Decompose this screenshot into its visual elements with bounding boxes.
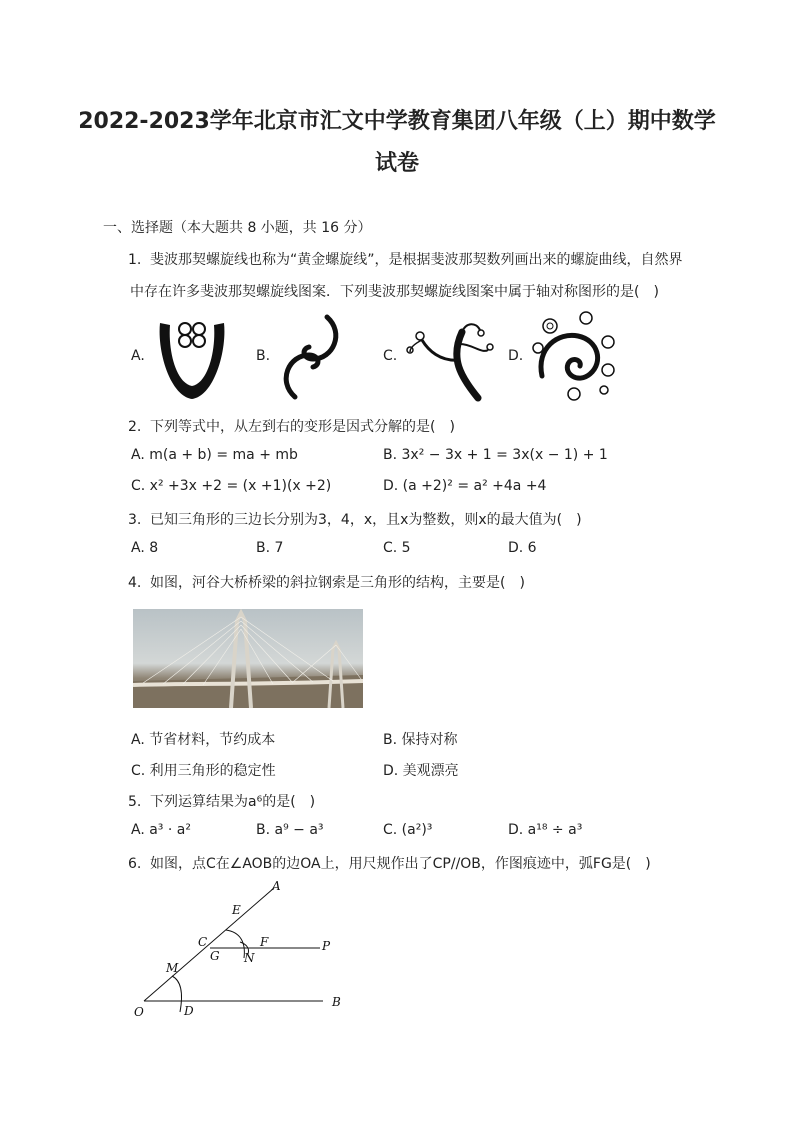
angle-construction-figure — [128, 876, 358, 1024]
section-heading: 一、选择题（本大题共 8 小题，共 16 分） — [103, 220, 372, 236]
option-a-label: A. — [131, 348, 145, 364]
spiral-cluster-figure — [528, 308, 618, 404]
q4-option-b: B. 保持对称 — [383, 732, 458, 748]
question-4 — [128, 572, 525, 592]
q4-option-d: D. 美观漂亮 — [383, 763, 459, 779]
question-number: 6. — [128, 856, 142, 872]
label-M: M — [166, 961, 179, 975]
question-1 — [128, 249, 683, 269]
question-number: 5. — [128, 794, 142, 810]
question-1-line2: 中存在许多斐波那契螺旋线图案．下列斐波那契螺旋线图案中属于轴对称图形的是( ) — [130, 284, 659, 300]
question-number: 1. — [128, 252, 142, 268]
option-b-label: B. — [256, 348, 271, 364]
label-F: F — [260, 935, 269, 949]
double-spiral-figure — [275, 313, 347, 401]
q3-option-d: D. 6 — [508, 540, 537, 556]
question-number: 4. — [128, 575, 142, 591]
question-text: 下列运算结果为a⁶的是( ) — [150, 794, 316, 810]
q5-option-a: A. a³ · a² — [131, 822, 191, 838]
label-O: O — [134, 1005, 144, 1019]
label-D: D — [184, 1004, 194, 1018]
bridge-photo — [133, 609, 363, 708]
question-6 — [128, 853, 651, 873]
option-d-label: D. — [508, 348, 524, 364]
label-A: A — [272, 879, 281, 893]
q3-option-b: B. 7 — [256, 540, 284, 556]
question-text: 已知三角形的三边长分别为3，4，x，且x为整数，则x的最大值为( ) — [150, 512, 582, 528]
q4-option-a: A. 节省材料，节约成本 — [131, 732, 276, 748]
q5-option-c: C. (a²)³ — [383, 822, 433, 838]
q3-option-c: C. 5 — [383, 540, 411, 556]
question-text: 如图，河谷大桥桥梁的斜拉钢索是三角形的结构，主要是( ) — [150, 575, 525, 591]
question-2 — [128, 416, 455, 436]
question-number: 2. — [128, 419, 142, 435]
branching-spiral-figure — [400, 310, 496, 402]
option-c-label: C. — [383, 348, 398, 364]
label-E: E — [232, 903, 241, 917]
question-5 — [128, 791, 315, 811]
label-G: G — [210, 949, 220, 963]
q2-option-b: B. 3x² − 3x + 1 = 3x(x − 1) + 1 — [383, 447, 608, 463]
q2-option-a: A. m(a + b) = ma + mb — [131, 447, 298, 463]
exam-title-line1: 2022-2023学年北京市汇文中学教育集团八年级（上）期中数学 — [78, 109, 716, 134]
question-number: 3. — [128, 512, 142, 528]
label-N: N — [244, 951, 255, 965]
q3-option-a: A. 8 — [131, 540, 159, 556]
exam-title-line2: 试卷 — [374, 151, 419, 176]
label-P: P — [322, 939, 331, 953]
q5-option-d: D. a¹⁸ ÷ a³ — [508, 822, 583, 838]
question-text: 如图，点C在∠AOB的边OA上，用尺规作出了CP//OB，作图痕迹中，弧FG是( ) — [150, 856, 651, 872]
question-text: 下列等式中，从左到右的变形是因式分解的是( ) — [150, 419, 455, 435]
q4-option-c: C. 利用三角形的稳定性 — [131, 763, 276, 779]
q2-option-d: D. (a +2)² = a² +4a +4 — [383, 478, 547, 494]
q5-option-b: B. a⁹ − a³ — [256, 822, 324, 838]
question-3 — [128, 509, 582, 529]
question-text: 斐波那契螺旋线也称为“黄金螺旋线”，是根据斐波那契数列画出来的螺旋曲线，自然界 — [150, 252, 683, 268]
q2-option-c: C. x² +3x +2 = (x +1)(x +2) — [131, 478, 332, 494]
spiral-heart-figure — [152, 311, 232, 403]
label-B: B — [332, 995, 341, 1009]
label-C: C — [198, 935, 208, 949]
